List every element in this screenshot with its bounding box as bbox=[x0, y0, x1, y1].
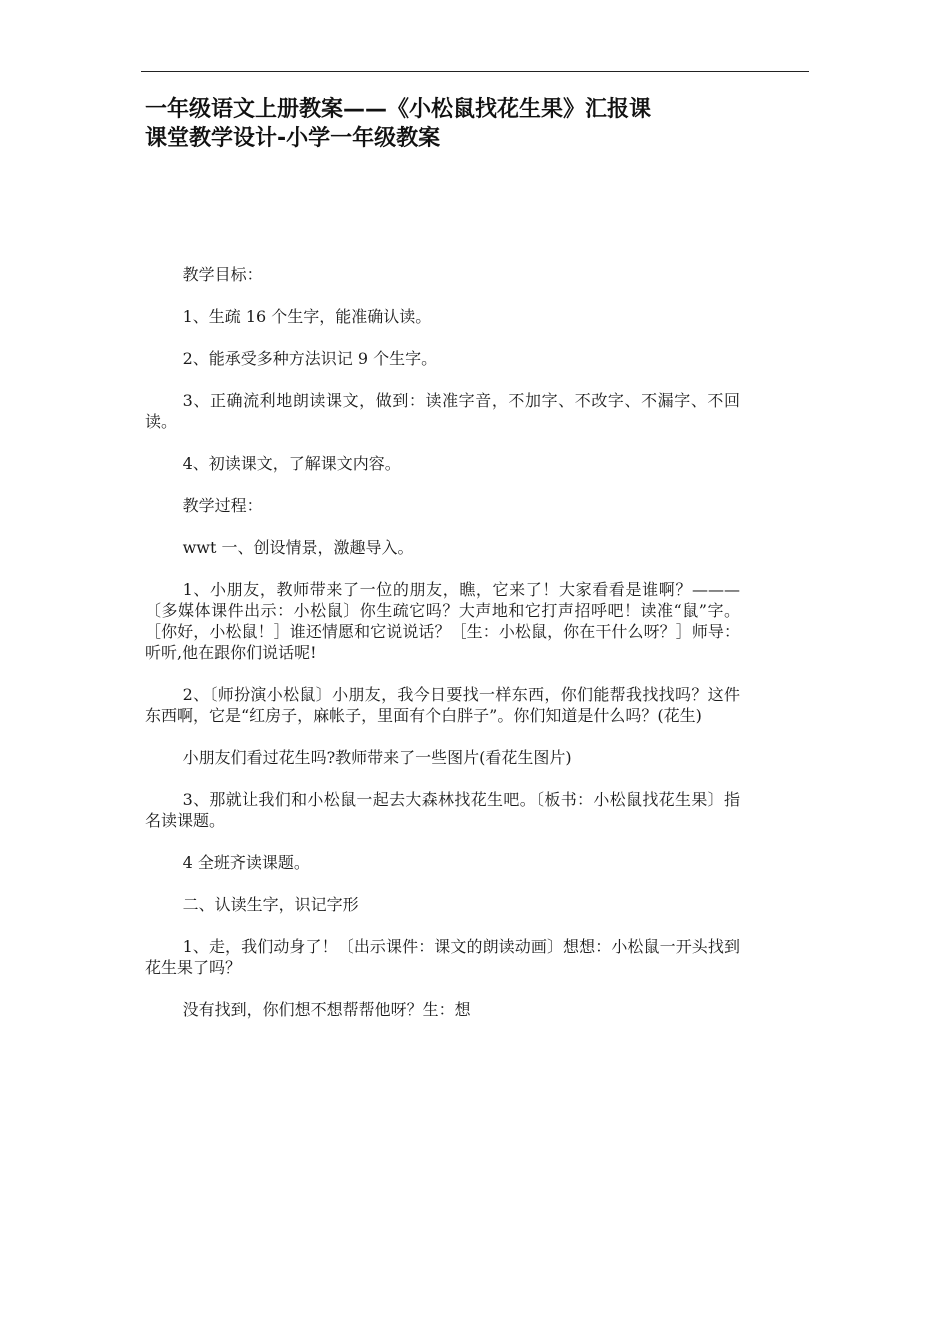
step-2-note: 没有找到，你们想不想帮帮他呀？生：想 bbox=[182, 1000, 471, 1019]
objective-1: 1、生疏 16 个生字，能准确认读。 bbox=[182, 307, 432, 326]
step-1-item-2: 2、〔师扮演小松鼠〕小朋友，我今日要找一样东西，你们能帮我找找吗？这件东西啊，它是“红房子，麻帐子，里面有个白胖子”。你们知道是什么吗？(花生) bbox=[145, 685, 740, 725]
step-1-item-1: 1、小朋友，教师带来了一位的朋友，瞧，它来了！大家看看是谁啊？———〔多媒体课件出示：小松鼠〕你生疏它吗？大声地和它打声招呼吧！读准“鼠”字。［你好，小松鼠！］谁还情愿和它说说话？［生：小松鼠，你在干什么呀？］师导：听听,他在跟你们说话呢! bbox=[145, 580, 740, 662]
objective-4: 4、初读课文，了解课文内容。 bbox=[182, 454, 401, 473]
step-1-heading: wwt 一、创设情景，激趣导入。 bbox=[182, 538, 414, 557]
title-line-1: 一年级语文上册教案——《小松鼠找花生果》汇报课 bbox=[145, 97, 652, 122]
section-heading-objectives: 教学目标： bbox=[182, 265, 263, 284]
section-heading-process: 教学过程： bbox=[182, 496, 263, 515]
document-body bbox=[145, 264, 740, 1041]
step-2-heading: 二、认读生字，识记字形 bbox=[182, 895, 359, 914]
header-rule bbox=[141, 71, 809, 72]
objective-2: 2、能承受多种方法识记 9 个生字。 bbox=[182, 349, 438, 368]
title-line-2: 课堂教学设计-小学一年级教案 bbox=[145, 126, 441, 151]
document-title bbox=[145, 95, 745, 153]
step-1-item-4: 4 全班齐读课题。 bbox=[182, 853, 310, 872]
step-1-note: 小朋友们看过花生吗?教师带来了一些图片(看花生图片) bbox=[182, 748, 572, 767]
objective-3: 3、正确流利地朗读课文，做到：读准字音，不加字、不改字、不漏字、不回读。 bbox=[145, 391, 740, 431]
step-1-item-3: 3、那就让我们和小松鼠一起去大森林找花生吧。〔板书：小松鼠找花生果〕指名读课题。 bbox=[145, 790, 740, 830]
step-2-item-1: 1、走，我们动身了！〔出示课件：课文的朗读动画〕想想：小松鼠一开头找到花生果了吗？ bbox=[145, 937, 740, 977]
